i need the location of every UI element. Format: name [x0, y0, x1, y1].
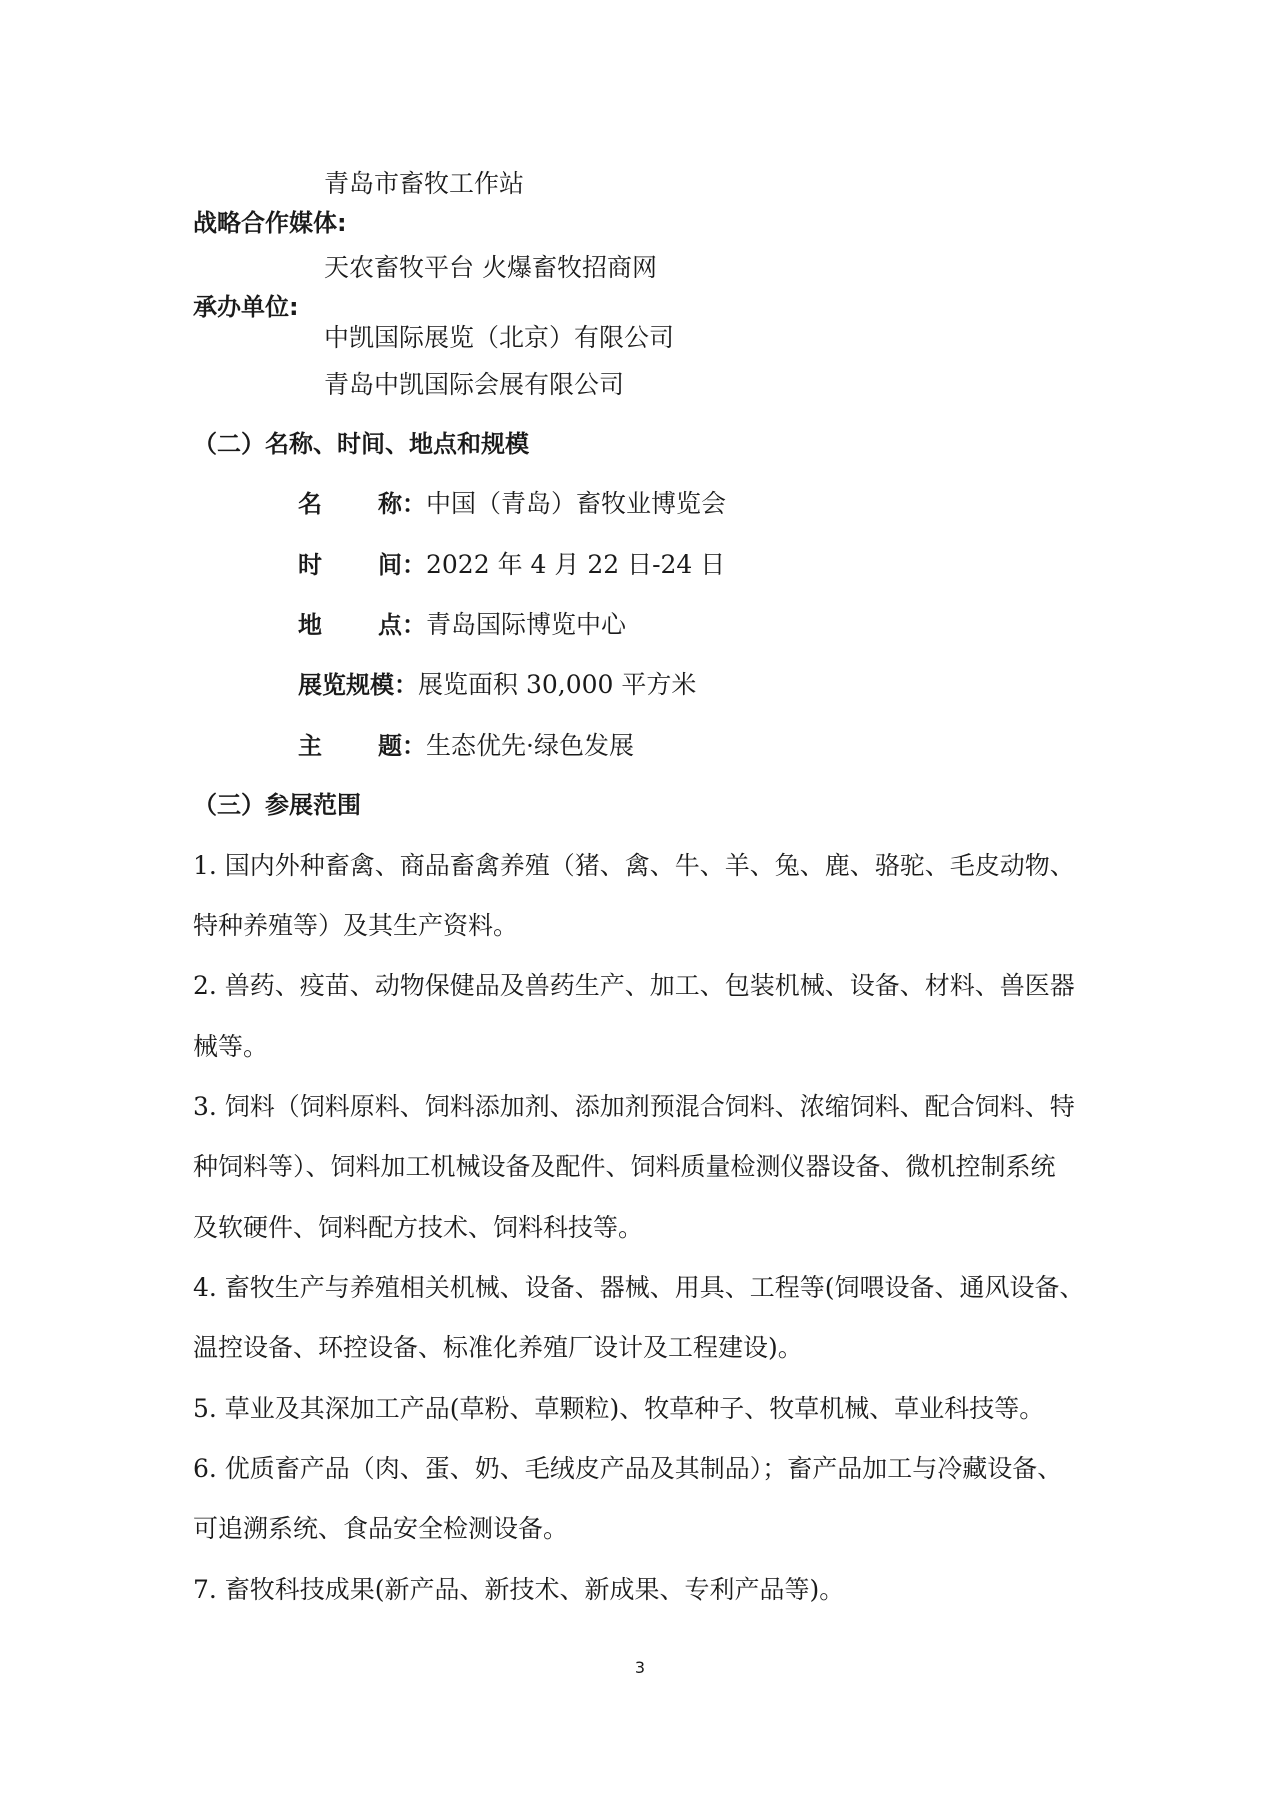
info-value-place: 青岛国际博览中心 [426, 610, 627, 639]
scope-line: 种饲料等）、饲料加工机械设备及配件、饲料质量检测仪器设备、微机控制系统 [193, 1152, 1056, 1181]
scope-line: 4. 畜牧生产与养殖相关机械、设备、器械、用具、工程等(饲喂设备、通风设备、 [193, 1273, 1085, 1302]
page-number: 3 [634, 1658, 646, 1677]
info-value-time: 2022 年 4 月 22 日-24 日 [426, 550, 726, 579]
organizer-1: 中凯国际展览（北京）有限公司 [324, 323, 675, 352]
info-value-theme: 生态优先·绿色发展 [426, 731, 634, 760]
info-label-time-a: 时 [298, 551, 322, 579]
organizer-heading: 承办单位: [193, 293, 299, 321]
info-row-time [298, 550, 725, 580]
info-label-scale: 展览规模： [298, 671, 418, 699]
info-row-theme [298, 731, 634, 761]
info-label-place-a: 地 [298, 611, 322, 639]
section2-heading: （二）名称、时间、地点和规模 [193, 430, 529, 458]
info-row-name [298, 489, 726, 519]
scope-line: 2. 兽药、疫苗、动物保健品及兽药生产、加工、包装机械、设备、材料、兽医器 [193, 971, 1075, 1000]
support-unit-text: 青岛市畜牧工作站 [324, 169, 525, 198]
scope-line: 温控设备、环控设备、标准化养殖厂设计及工程建设)。 [193, 1333, 803, 1362]
scope-line: 械等。 [193, 1032, 269, 1061]
info-row-place [298, 610, 626, 640]
scope-line: 5. 草业及其深加工产品(草粉、草颗粒)、牧草种子、牧草机械、草业科技等。 [193, 1394, 1045, 1423]
media-heading: 战略合作媒体: [193, 209, 347, 237]
scope-line: 可追溯系统、食品安全检测设备。 [193, 1514, 569, 1543]
scope-line: 6. 优质畜产品（肉、蛋、奶、毛绒皮产品及其制品）；畜产品加工与冷藏设备、 [193, 1454, 1063, 1483]
info-row-scale [298, 670, 696, 700]
info-label-place-b: 点： [378, 611, 426, 639]
section3-heading: （三）参展范围 [193, 791, 361, 819]
info-label-theme-b: 题： [378, 732, 426, 760]
info-label-theme-a: 主 [298, 732, 322, 760]
info-value-scale: 展览面积 30,000 平方米 [418, 670, 697, 699]
info-label-name-b: 称： [378, 490, 426, 518]
scope-line: 3. 饲料（饲料原料、饲料添加剂、添加剂预混合饲料、浓缩饲料、配合饲料、特 [193, 1092, 1075, 1121]
scope-line: 及软硬件、饲料配方技术、饲料科技等。 [193, 1213, 644, 1242]
organizer-2: 青岛中凯国际会展有限公司 [324, 370, 625, 399]
scope-line: 特种养殖等）及其生产资料。 [193, 911, 519, 940]
scope-line: 7. 畜牧科技成果(新产品、新技术、新成果、专利产品等)。 [193, 1575, 845, 1604]
info-value-name: 中国（青岛）畜牧业博览会 [426, 489, 727, 518]
media-value: 天农畜牧平台 火爆畜牧招商网 [324, 253, 657, 282]
info-label-name-a: 名 [298, 490, 322, 518]
info-label-time-b: 间： [378, 551, 426, 579]
scope-line: 1. 国内外种畜禽、商品畜禽养殖（猪、禽、牛、羊、兔、鹿、骆驼、毛皮动物、 [193, 851, 1075, 880]
